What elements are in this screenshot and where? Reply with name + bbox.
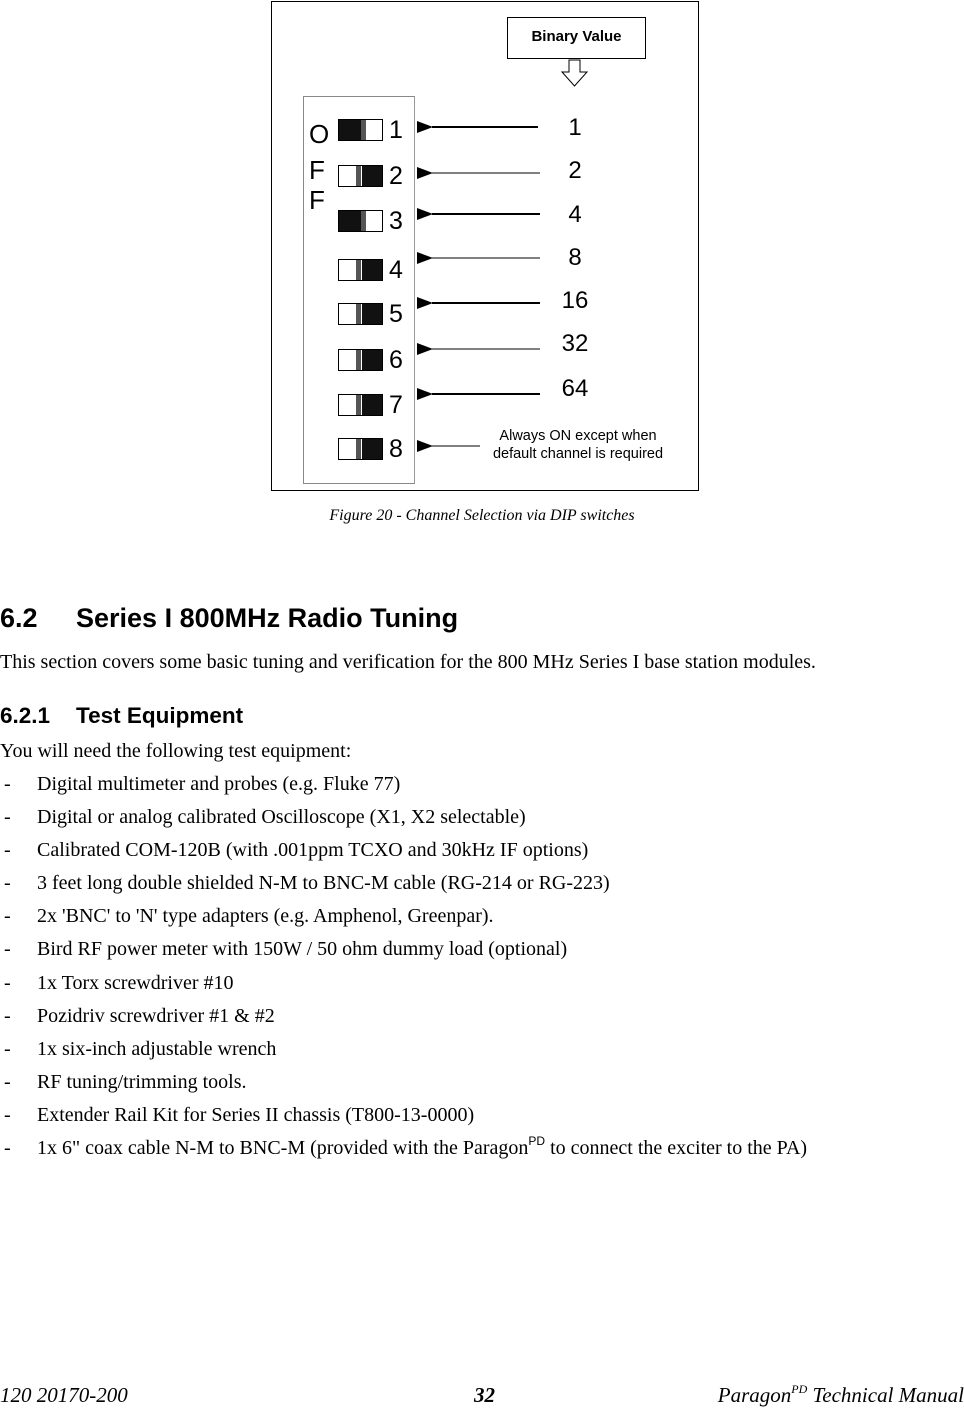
equipment-item-text: 2x 'BNC' to 'N' type adapters (e.g. Amphenol, Greenpar). xyxy=(37,905,494,928)
equipment-item-text: Extender Rail Kit for Series II chassis (T800-13-0000) xyxy=(37,1103,475,1126)
bullet-dash: - xyxy=(4,773,11,795)
binary-value: 64 xyxy=(561,375,589,402)
dip-switch-1 xyxy=(338,119,383,141)
binary-value: 1 xyxy=(568,114,582,141)
bullet-dash: - xyxy=(4,1103,11,1126)
bullet-dash: - xyxy=(4,905,11,928)
switch-knob xyxy=(362,395,382,415)
bullet-dash: - xyxy=(4,1070,11,1093)
equipment-item xyxy=(0,904,807,937)
equipment-item xyxy=(0,1070,807,1103)
binary-value: 16 xyxy=(561,287,589,314)
switch-knob-edge xyxy=(361,120,366,140)
subsection-number: 6.2.1 xyxy=(0,703,51,728)
switch-knob-edge xyxy=(356,350,361,370)
bullet-dash: - xyxy=(4,806,11,829)
equipment-item-text: 1x 6" coax cable N-M to BNC-M (provided with the Paragon xyxy=(37,1137,529,1160)
footer-page-number: 32 xyxy=(474,1383,495,1407)
switch-knob xyxy=(362,350,382,370)
equipment-item-text: 1x six-inch adjustable wrench xyxy=(37,1037,277,1060)
equipment-item xyxy=(0,772,807,805)
switch-number: 8 xyxy=(389,435,403,463)
footer-product: Paragon xyxy=(717,1383,792,1407)
equipment-item xyxy=(0,838,807,871)
equipment-item-text-end: to connect the exciter to the PA) xyxy=(545,1137,808,1160)
dip-switch-2 xyxy=(338,165,383,187)
equipment-item-text: 3 feet long double shielded N-M to BNC-M cable (RG-214 or RG-223) xyxy=(37,872,610,895)
switch-knob xyxy=(362,439,382,459)
switch-knob-edge xyxy=(356,395,361,415)
switch-knob xyxy=(339,211,361,231)
equipment-item-text: Digital multimeter and probes (e.g. Fluke 77) xyxy=(37,773,401,795)
off-letter: F xyxy=(309,185,325,215)
switch-knob-edge xyxy=(356,260,361,280)
bullet-dash: - xyxy=(4,872,11,895)
binary-value: 4 xyxy=(568,201,582,228)
binary-value-label: Binary Value xyxy=(507,17,646,59)
equipment-item-text: Bird RF power meter with 150W / 50 ohm dummy load (optional) xyxy=(37,938,568,961)
equipment-item-text: 1x Torx screwdriver #10 xyxy=(37,971,234,994)
figure-arrows xyxy=(0,0,964,500)
always-on-note xyxy=(474,427,682,463)
section-intro: This section covers some basic tuning and verification for the 800 MHz Series I base station modules. xyxy=(0,651,816,673)
equipment-lead: You will need the following test equipment: xyxy=(0,740,352,762)
switch-number: 6 xyxy=(389,346,403,374)
equipment-item xyxy=(0,1037,807,1070)
footer-suffix: Technical Manual xyxy=(807,1383,964,1407)
switch-knob xyxy=(339,120,361,140)
section-number: 6.2 xyxy=(0,603,38,633)
equipment-item-text: Digital or analog calibrated Oscilloscope (X1, X2 selectable) xyxy=(37,806,526,829)
bullet-dash: - xyxy=(4,1004,11,1027)
footer-doc-number: 120 20170-200 xyxy=(0,1383,128,1407)
equipment-list xyxy=(0,772,807,1169)
binary-value: 8 xyxy=(568,244,582,271)
switch-knob-edge xyxy=(356,439,361,459)
switch-number: 2 xyxy=(389,162,403,190)
note-line-1: Always ON except when xyxy=(499,428,657,444)
dip-switch-4 xyxy=(338,259,383,281)
dip-switch-6 xyxy=(338,349,383,371)
switch-number: 3 xyxy=(389,207,403,235)
switch-knob xyxy=(362,166,382,186)
equipment-item xyxy=(0,937,807,970)
switch-knob-edge xyxy=(361,211,366,231)
section-title: Series I 800MHz Radio Tuning xyxy=(76,603,459,633)
bullet-dash: - xyxy=(4,971,11,994)
bullet-dash: - xyxy=(4,1037,11,1060)
off-letter: F xyxy=(309,155,325,185)
figure-caption: Figure 20 - Channel Selection via DIP switches xyxy=(329,507,635,524)
equipment-item-text: RF tuning/trimming tools. xyxy=(37,1070,247,1093)
bullet-dash: - xyxy=(4,1137,11,1160)
equipment-item xyxy=(0,871,807,904)
subsection-heading xyxy=(0,703,243,729)
bullet-dash: - xyxy=(4,839,11,862)
dip-switch-7 xyxy=(338,394,383,416)
bullet-dash: - xyxy=(4,938,11,961)
switch-number: 5 xyxy=(389,300,403,328)
paragon-sup: PD xyxy=(528,1134,546,1149)
switch-number: 7 xyxy=(389,391,403,419)
equipment-item xyxy=(0,1004,807,1037)
subsection-title: Test Equipment xyxy=(76,703,244,728)
binary-value: 32 xyxy=(561,330,589,357)
equipment-item xyxy=(0,1103,807,1136)
switch-number: 4 xyxy=(389,256,403,284)
switch-knob xyxy=(362,304,382,324)
dip-switch-8 xyxy=(338,438,383,460)
binary-value: 2 xyxy=(568,157,582,184)
footer-product-sup: PD xyxy=(791,1382,808,1396)
switch-knob xyxy=(362,260,382,280)
equipment-item xyxy=(0,1136,807,1169)
down-arrow-icon xyxy=(562,60,587,86)
equipment-item xyxy=(0,805,807,838)
switch-number: 1 xyxy=(389,116,403,144)
equipment-item xyxy=(0,971,807,1004)
footer-manual-title xyxy=(718,1383,964,1408)
equipment-item-text: Pozidriv screwdriver #1 & #2 xyxy=(37,1004,275,1027)
switch-knob-edge xyxy=(356,166,361,186)
equipment-item-text: Calibrated COM-120B (with .001ppm TCXO and 30kHz IF options) xyxy=(37,839,589,862)
off-letter: O xyxy=(309,119,330,149)
section-heading xyxy=(0,603,458,634)
switch-knob-edge xyxy=(356,304,361,324)
dip-switch-5 xyxy=(338,303,383,325)
dip-switch-3 xyxy=(338,210,383,232)
note-line-2: default channel is required xyxy=(492,446,664,462)
